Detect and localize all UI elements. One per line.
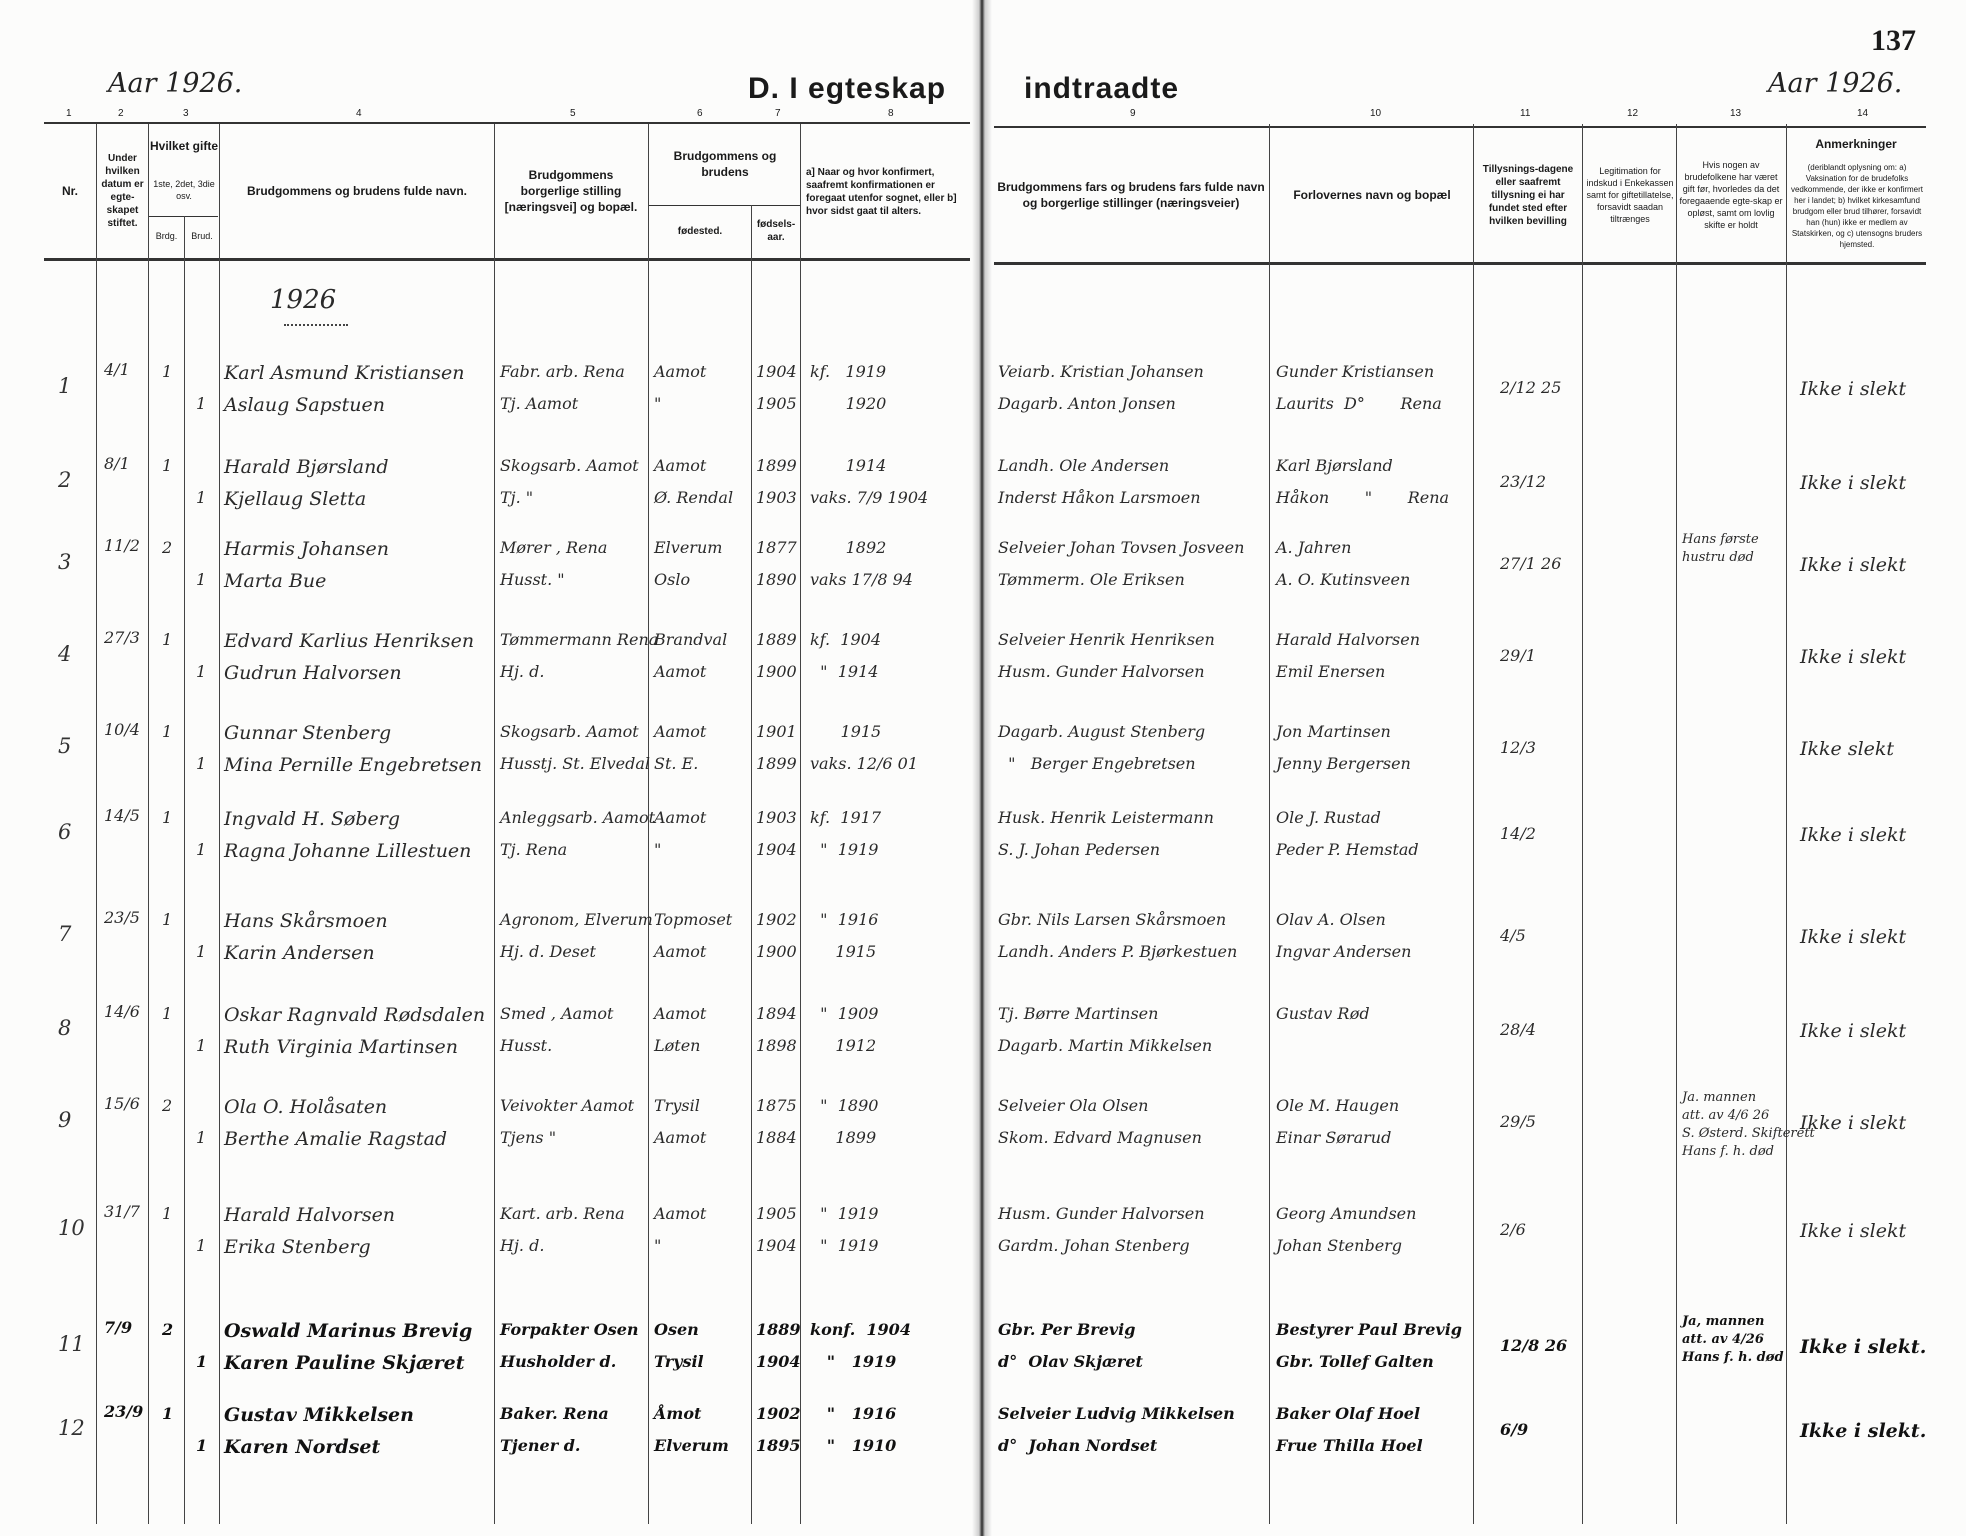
birthplace: Aamot — [654, 1204, 707, 1223]
birth-year: 1900 — [756, 662, 797, 681]
witness-name-residence: Baker Olaf Hoel — [1276, 1404, 1421, 1423]
confirmation: kf. 1917 — [810, 808, 882, 827]
groom-marriage-count: 1 — [162, 1404, 174, 1423]
confirmation: " 1916 — [810, 910, 879, 929]
spouse-name: Karen Nordset — [224, 1436, 381, 1458]
banns-date: 29/5 — [1500, 1112, 1536, 1131]
bride-marriage-count: 1 — [196, 1236, 207, 1255]
birthplace: Aamot — [654, 808, 707, 827]
occupation-residence: Veivokter Aamot — [500, 1096, 634, 1115]
spouse-name: Ragna Johanne Lillestuen — [224, 840, 472, 862]
col-line — [1676, 124, 1677, 1524]
fathers-name-occupation: Inderst Håkon Larsmoen — [998, 488, 1201, 507]
remarks: Ikke i slekt. — [1800, 1420, 1927, 1442]
spouse-name: Gustav Mikkelsen — [224, 1404, 414, 1426]
header-anmerkninger-sub: (deriblandt oplysning om: a) Vaksination for de brudefolks vedkommende, der ikke er konfirmert her i landet; b) hvilket kirkesamfund brudgom eller brud tilhører, forsavidt han (hun) ikke er medlem av Statskirken, og c) utensogns bruders hjemsted. — [1790, 163, 1924, 249]
bride-marriage-count: 1 — [196, 394, 207, 413]
confirmation: konf. 1904 — [810, 1320, 911, 1339]
birth-year: 1875 — [756, 1096, 797, 1115]
spouse-name: Berthe Amalie Ragstad — [224, 1128, 448, 1150]
witness-name-residence: Olav A. Olsen — [1276, 910, 1386, 929]
remarks: Ikke i slekt — [1800, 1020, 1907, 1042]
confirmation: 1899 — [810, 1128, 877, 1147]
fathers-name-occupation: Skom. Edvard Magnusen — [998, 1128, 1202, 1147]
confirmation: vaks. 7/9 1904 — [810, 488, 929, 507]
row-number: 5 — [58, 734, 72, 758]
groom-marriage-count: 1 — [162, 910, 173, 929]
col-line — [1786, 124, 1787, 1524]
row-number: 11 — [58, 1332, 85, 1356]
occupation-residence: Hj. d. — [500, 1236, 545, 1255]
marriage-date: 11/2 — [104, 536, 140, 555]
fathers-name-occupation: Husm. Gunder Halvorsen — [998, 1204, 1205, 1223]
occupation-residence: Skogsarb. Aamot — [500, 722, 639, 741]
remarks: Ikke i slekt — [1800, 824, 1907, 846]
previous-marriage-note: Hans f. h. død — [1682, 1350, 1784, 1365]
confirmation: 1915 — [810, 722, 882, 741]
birthplace: " — [654, 840, 662, 859]
marriage-date: 8/1 — [104, 454, 130, 473]
banns-date: 29/1 — [1500, 646, 1536, 665]
banns-date: 23/12 — [1500, 472, 1547, 491]
year-heading-underline — [284, 318, 348, 326]
remarks: Ikke i slekt — [1800, 1112, 1907, 1134]
bride-marriage-count: 1 — [196, 840, 207, 859]
witness-name-residence: Gunder Kristiansen — [1276, 362, 1435, 381]
fathers-name-occupation: Selveier Henrik Henriksen — [998, 630, 1215, 649]
banns-date: 2/6 — [1500, 1220, 1526, 1239]
banns-date: 12/8 26 — [1500, 1336, 1568, 1355]
col-line — [148, 124, 149, 1524]
remarks: Ikke slekt — [1800, 738, 1895, 760]
marriage-date: 23/9 — [104, 1402, 144, 1421]
bride-marriage-count: 1 — [196, 1036, 207, 1055]
gifte-sub-rule — [148, 216, 218, 217]
birthplace: Aamot — [654, 942, 707, 961]
birth-year: 1894 — [756, 1004, 797, 1023]
witness-name-residence: A. Jahren — [1276, 538, 1352, 557]
occupation-residence: Skogsarb. Aamot — [500, 456, 639, 475]
row-number: 12 — [58, 1416, 85, 1440]
banns-date: 4/5 — [1500, 926, 1526, 945]
spouse-name: Marta Bue — [224, 570, 327, 592]
header-datum: Under hvilken datum er egte-skapet stiftet. — [101, 153, 144, 229]
birthplace: Ø. Rendal — [654, 488, 734, 507]
witness-name-residence: Peder P. Hemstad — [1276, 840, 1419, 859]
fathers-name-occupation: Landh. Ole Andersen — [998, 456, 1170, 475]
fathers-name-occupation: Tj. Børre Martinsen — [998, 1004, 1159, 1023]
marriage-date: 4/1 — [104, 360, 130, 379]
header-anmerkninger: Anmerkninger — [1815, 137, 1897, 151]
spouse-name: Ruth Virginia Martinsen — [224, 1036, 458, 1058]
birth-year: 1902 — [756, 1404, 801, 1423]
spouse-name: Ola O. Holåsaten — [224, 1096, 388, 1118]
birthplace: Topmoset — [654, 910, 733, 929]
groom-marriage-count: 1 — [162, 722, 173, 741]
remarks: Ikke i slekt — [1800, 1220, 1907, 1242]
fathers-name-occupation: Selveier Johan Tovsen Josveen — [998, 538, 1245, 557]
occupation-residence: Tømmermann Rena — [500, 630, 659, 649]
bride-marriage-count: 1 — [196, 942, 207, 961]
marriage-date: 31/7 — [104, 1202, 140, 1221]
header-konfirmert: a] Naar og hvor konfirmert, saafremt konfirmationen er foregaat utenfor sognet, eller b] hvor sidst gaat til alters. — [806, 167, 957, 217]
fathers-name-occupation: Gardm. Johan Stenberg — [998, 1236, 1190, 1255]
row-number: 10 — [58, 1216, 85, 1240]
col-line — [219, 124, 220, 1524]
spouse-name: Karen Pauline Skjæret — [224, 1352, 465, 1374]
confirmation: vaks 17/8 94 — [810, 570, 913, 589]
confirmation: " 1919 — [810, 1204, 879, 1223]
witness-name-residence: Karl Bjørsland — [1276, 456, 1393, 475]
birth-year: 1903 — [756, 808, 797, 827]
birth-year: 1889 — [756, 630, 797, 649]
row-number: 8 — [58, 1016, 72, 1040]
header-hvilket-sub: 1ste, 2det, 3die osv. — [153, 179, 215, 201]
book-gutter — [972, 0, 992, 1536]
confirmation: 1892 — [810, 538, 887, 557]
occupation-residence: Husstj. St. Elvedal — [500, 754, 651, 773]
occupation-residence: Baker. Rena — [500, 1404, 609, 1423]
birthplace: St. E. — [654, 754, 699, 773]
header-fodselsaar: fødsels-aar. — [756, 219, 796, 243]
birthplace: Aamot — [654, 722, 707, 741]
fathers-name-occupation: Dagarb. Anton Jonsen — [998, 394, 1176, 413]
occupation-residence: Hj. d. Deset — [500, 942, 596, 961]
confirmation: 1920 — [810, 394, 887, 413]
remarks: Ikke i slekt — [1800, 378, 1907, 400]
left-year-label: Aar 1926. — [108, 68, 243, 99]
birth-year: 1905 — [756, 1204, 797, 1223]
occupation-residence: Tj. " — [500, 488, 534, 507]
right-year-label: Aar 1926. — [1768, 68, 1903, 99]
banns-date: 28/4 — [1500, 1020, 1536, 1039]
confirmation: " 1914 — [810, 662, 879, 681]
row-number: 9 — [58, 1108, 72, 1132]
previous-marriage-note: Hans f. h. død — [1682, 1144, 1774, 1159]
right-section-title: indtraadte — [1024, 72, 1180, 105]
confirmation: vaks. 12/6 01 — [810, 754, 919, 773]
confirmation: 1915 — [810, 942, 877, 961]
witness-name-residence: Jenny Bergersen — [1276, 754, 1411, 773]
banns-date: 12/3 — [1500, 738, 1536, 757]
witness-name-residence: Einar Sørarud — [1276, 1128, 1392, 1147]
fathers-name-occupation: Dagarb. Martin Mikkelsen — [998, 1036, 1213, 1055]
groom-marriage-count: 1 — [162, 630, 173, 649]
birthplace: Løten — [654, 1036, 701, 1055]
confirmation: " 1910 — [810, 1436, 897, 1455]
occupation-residence: Fabr. arb. Rena — [500, 362, 625, 381]
spouse-name: Ingvald H. Søberg — [224, 808, 401, 830]
confirmation: " 1919 — [810, 840, 879, 859]
birthplace: Elverum — [654, 1436, 729, 1455]
witness-name-residence: Gbr. Tollef Galten — [1276, 1352, 1434, 1371]
fathers-name-occupation: Selveier Ola Olsen — [998, 1096, 1149, 1115]
occupation-residence: Tjener d. — [500, 1436, 581, 1455]
confirmation: " 1890 — [810, 1096, 879, 1115]
header-names: Brudgommens og brudens fulde navn. — [246, 184, 467, 198]
row-number: 7 — [58, 922, 72, 946]
marriage-date: 10/4 — [104, 720, 140, 739]
birthplace: Aamot — [654, 1004, 707, 1023]
witness-name-residence: Johan Stenberg — [1276, 1236, 1403, 1255]
occupation-residence: Tjens " — [500, 1128, 557, 1147]
previous-marriage-note: S. Østerd. Skifterett — [1682, 1126, 1815, 1141]
col-line — [1473, 124, 1474, 1524]
bride-marriage-count: 1 — [196, 754, 207, 773]
occupation-residence: Husholder d. — [500, 1352, 617, 1371]
previous-marriage-note: Ja. mannen — [1682, 1090, 1757, 1105]
occupation-residence: Mører , Rena — [500, 538, 608, 557]
header-fars: Brudgommens fars og brudens fars fulde navn og borgerlige stillinger (næringsveier) — [997, 180, 1265, 210]
marriage-date: 7/9 — [104, 1318, 133, 1337]
spouse-name: Karin Andersen — [224, 942, 375, 964]
spouse-name: Gudrun Halvorsen — [224, 662, 402, 684]
birth-year: 1899 — [756, 754, 797, 773]
col-line — [800, 124, 801, 1524]
spouse-name: Harald Bjørsland — [224, 456, 389, 478]
confirmation: kf. 1919 — [810, 362, 887, 381]
occupation-residence: Tj. Aamot — [500, 394, 579, 413]
row-number: 4 — [58, 642, 72, 666]
witness-name-residence: Gustav Rød — [1276, 1004, 1370, 1023]
witness-name-residence: Ole J. Rustad — [1276, 808, 1381, 827]
occupation-residence: Smed , Aamot — [500, 1004, 614, 1023]
occupation-residence: Kart. arb. Rena — [500, 1204, 625, 1223]
marriage-date: 27/3 — [104, 628, 140, 647]
bride-marriage-count: 1 — [196, 570, 207, 589]
header-hvilket-gifte: Hvilket gifte — [149, 139, 218, 153]
spouse-name: Kjellaug Sletta — [224, 488, 367, 510]
row-number: 1 — [58, 374, 72, 398]
marriage-date: 14/5 — [104, 806, 140, 825]
birth-year: 1904 — [756, 1236, 797, 1255]
witness-name-residence: Ole M. Haugen — [1276, 1096, 1400, 1115]
left-section-title: D. I egteskap — [748, 72, 947, 105]
occupation-residence: Anleggsarb. Aamot — [500, 808, 656, 827]
remarks: Ikke i slekt. — [1800, 1336, 1927, 1358]
birthplace: Trysil — [654, 1096, 700, 1115]
witness-name-residence: Georg Amundsen — [1276, 1204, 1417, 1223]
birth-year: 1898 — [756, 1036, 797, 1055]
spouse-name: Mina Pernille Engebretsen — [224, 754, 483, 776]
witness-name-residence: Emil Enersen — [1276, 662, 1386, 681]
groom-marriage-count: 2 — [162, 538, 173, 557]
birth-year: 1903 — [756, 488, 797, 507]
left-header-bottom-rule — [44, 258, 970, 261]
marriage-date: 23/5 — [104, 908, 140, 927]
birthplace: Aamot — [654, 362, 707, 381]
occupation-residence: Husst. — [500, 1036, 553, 1055]
occupation-residence: Tj. Rena — [500, 840, 568, 859]
header-brdg: Brdg. — [155, 231, 178, 241]
header-brud: Brud. — [191, 231, 213, 241]
bride-marriage-count: 1 — [196, 1352, 208, 1371]
previous-marriage-note: Hans første — [1682, 532, 1759, 547]
previous-marriage-note: att. av 4/6 26 — [1682, 1108, 1770, 1123]
birth-year: 1904 — [756, 362, 797, 381]
groom-marriage-count: 1 — [162, 362, 173, 381]
col-line — [1582, 124, 1583, 1524]
row-number: 3 — [58, 550, 72, 574]
fathers-name-occupation: Dagarb. August Stenberg — [998, 722, 1206, 741]
col-line — [1269, 124, 1270, 1524]
birth-year: 1899 — [756, 456, 797, 475]
witness-name-residence: Harald Halvorsen — [1276, 630, 1421, 649]
confirmation: kf. 1904 — [810, 630, 882, 649]
birthplace: " — [654, 394, 662, 413]
birthplace: " — [654, 1236, 662, 1255]
row-number: 2 — [58, 468, 72, 492]
birth-year: 1905 — [756, 394, 797, 413]
birth-year: 1877 — [756, 538, 797, 557]
birthplace: Aamot — [654, 662, 707, 681]
header-fodested: fødested. — [677, 225, 723, 237]
banns-date: 27/1 26 — [1500, 554, 1562, 573]
confirmation: " 1916 — [810, 1404, 897, 1423]
occupation-residence: Hj. d. — [500, 662, 545, 681]
witness-name-residence: Ingvar Andersen — [1276, 942, 1412, 961]
remarks: Ikke i slekt — [1800, 554, 1907, 576]
banns-date: 14/2 — [1500, 824, 1536, 843]
birthplace: Åmot — [654, 1404, 702, 1423]
birth-year: 1904 — [756, 1352, 801, 1371]
witness-name-residence: Frue Thilla Hoel — [1276, 1436, 1423, 1455]
spouse-name: Aslaug Sapstuen — [224, 394, 385, 416]
bride-marriage-count: 1 — [196, 1128, 207, 1147]
birthplace: Elverum — [654, 538, 723, 557]
fathers-name-occupation: Husm. Gunder Halvorsen — [998, 662, 1205, 681]
year-heading: 1926 — [270, 285, 337, 315]
col-line — [184, 216, 185, 1524]
fathers-name-occupation: Gbr. Nils Larsen Skårsmoen — [998, 910, 1227, 929]
birth-year: 1904 — [756, 840, 797, 859]
birth-year: 1901 — [756, 722, 797, 741]
birthplace: Aamot — [654, 456, 707, 475]
confirmation: 1914 — [810, 456, 887, 475]
spouse-name: Erika Stenberg — [224, 1236, 371, 1258]
spouse-name: Gunnar Stenberg — [224, 722, 392, 744]
birth-year: 1900 — [756, 942, 797, 961]
groom-marriage-count: 1 — [162, 808, 173, 827]
birth-year: 1895 — [756, 1436, 801, 1455]
marriage-date: 14/6 — [104, 1002, 140, 1021]
fathers-name-occupation: d° Olav Skjæret — [998, 1352, 1143, 1371]
birth-year: 1884 — [756, 1128, 797, 1147]
spouse-name: Oskar Ragnvald Rødsdalen — [224, 1004, 486, 1026]
col-line — [494, 124, 495, 1524]
remarks: Ikke i slekt — [1800, 472, 1907, 494]
birthplace: Oslo — [654, 570, 691, 589]
col-line — [751, 205, 752, 1524]
groom-marriage-count: 1 — [162, 456, 173, 475]
witness-name-residence: Jon Martinsen — [1276, 722, 1391, 741]
birth-year: 1902 — [756, 910, 797, 929]
spouse-name: Harmis Johansen — [224, 538, 389, 560]
fathers-name-occupation: Husk. Henrik Leistermann — [998, 808, 1214, 827]
occupation-residence: Husst. " — [500, 570, 565, 589]
fathers-name-occupation: Gbr. Per Brevig — [998, 1320, 1136, 1339]
banns-date: 2/12 25 — [1500, 378, 1562, 397]
header-stilling: Brudgommens borgerlige stilling [næringsvei] og bopæl. — [504, 168, 638, 214]
occupation-residence: Agronom, Elverum — [500, 910, 653, 929]
birthplace: Aamot — [654, 1128, 707, 1147]
bride-marriage-count: 1 — [196, 488, 207, 507]
header-brudgommens-og-brudens: Brudgommens og brudens — [673, 149, 777, 179]
witness-name-residence: Bestyrer Paul Brevig — [1276, 1320, 1462, 1339]
groom-marriage-count: 2 — [162, 1096, 173, 1115]
spouse-name: Karl Asmund Kristiansen — [224, 362, 465, 384]
confirmation: 1912 — [810, 1036, 877, 1055]
remarks: Ikke i slekt — [1800, 926, 1907, 948]
banns-date: 6/9 — [1500, 1420, 1529, 1439]
header-tillysning: Tillysnings-dagene eller saafremt tillysning ei har fundet sted efter hvilken bevilling — [1482, 163, 1574, 227]
confirmation: " 1919 — [810, 1352, 897, 1371]
witness-name-residence: Håkon " Rena — [1276, 488, 1450, 507]
birthplace: Osen — [654, 1320, 699, 1339]
birth-year: 1889 — [756, 1320, 801, 1339]
previous-marriage-note: hustru død — [1682, 550, 1754, 565]
occupation-residence: Forpakter Osen — [500, 1320, 639, 1339]
ledger-spread: Aar 1926. D. I egteskap 137 indtraadte Aar 1926. 1 2 3 4 5 6 7 8 9 10 11 12 13 14 Nr. Under hvilken datum er egte-skapet stiftet. Hvilket gifte 1ste, 2det, 3die osv. Brdg. Brud. Brudgommens og brudens fulde navn. Brudgommens borgerlige stilling [næringsvei] og bopæl. Brudgommens og brudens fødested. fødsels-aar. a] Naar og hvor konfirmert, saafremt konfirmationen er foregaat utenfor sognet, eller b] hvor sidst gaat til alters. Brudgommens fars og brudens fars fulde navn og borgerlige stillinger (næringsveier) Forlovernes navn og bopæl Tillysnings-dagene eller saafremt tillysning ei har fundet sted efter hvilken bevilling Legitimation for indskud i Enkekassen samt for giftetillatelse, forsavidt saadan tiltrænges Hvis nogen av brudefolkene har været gift før, hvorledes da det foregaaende egte-skap er opløst, samt om lovlig skifte er holdt Anmerkninger (deriblandt oplysning om: a) Vaksination for de brudefolks vedkommende, der ikke er konfirmert her i landet; b) hvilket kirkesamfund brudgom eller brud tilhører, forsavidt han (hun) ikke er medlem av Statskirken, og c) utensogns bruders hjemsted. 1926 1 4/1 1 1 Karl Asmund Kristiansen Aslaug Sapstuen Fabr. arb. Rena Tj. Aamot Aamot " 1904 1905 kf. 1919 1920 2 8/1 1 1 Harald Bjørsland Kjellaug Sletta Skogsarb. Aamot Tj. " Aamot Ø. Rendal 1899 1903 1914 vaks. 7/9 1904 3 11/2 2 1 Harmis Johansen Marta Bue Mører , Rena Husst. " Elverum Oslo 1877 1890 1892 vaks 17/8 94 4 27/3 1 1 Edvard Karlius Henriksen Gudrun Halvorsen Tømmermann Rena Hj. d. Brandval Aamot 1889 1900 kf. 1904 " 1914 5 10/4 1 1 Gunnar Stenberg Mina Pernille Engebretsen Skogsarb. Aamot Husstj. St. Elvedal Aamot St. E. 1901 1899 1915 vaks. 12/6 01 6 14/5 1 1 Ingvald H. Søberg Ragna Johanne Lillestuen Anleggsarb. Aamot Tj. Rena Aamot " 1903 1904 kf. 1917 " 1919 7 23/5 1 1 Hans Skårsmoen Karin Andersen Agronom, Elverum Hj. d. Deset Topmoset Aamot 1902 1900 " 1916 1915 8 14/6 1 1 Oskar Ragnvald Rødsdalen Ruth Virginia Martinsen Smed , Aamot Husst. Aamot Løten 1894 1898 " 1909 1912 9 15/6 2 1 Ola O. Holåsaten Berthe Amalie Ragstad Veivokter Aamot Tjens " Trysil Aamot 1875 1884 " 1890 1899 10 31/7 1 1 Harald Halvorsen Erika Stenberg Kart. arb. Rena Hj. d. Aamot " 1905 1904 " 1919 " 1919 11 7/9 2 1 Oswald Marinus Brevig Karen Pauline Skjæret Forpakter Osen Husholder d. Osen Trysil 1889 1904 konf. 1904 " 1919 12 23/9 1 1 Gustav Mikkelsen Karen Nordset Baker. Rena Tjener d. Åmot Elverum 1902 1895 " 1916 " 1910 Veiarb. Kristian Johansen Dagarb. Anton Jonsen Gunder Kristiansen Laurits D° Rena 2/12 25 Ikke i slekt Landh. Ole Andersen Inderst Håkon Larsmoen Karl Bjørsland Håkon " Rena 23/12 Ikke i slekt Selveier Johan Tovsen Josveen Tømmerm. Ole Eriksen A. Jahren A. O. Kutinsveen 27/1 26 Hans første hustru død Ikke i slekt Selveier Henrik Henriksen Husm. Gunder Halvorsen Harald Halvorsen Emil Enersen 29/1 Ikke i slekt Dagarb. August Stenberg " Berger Engebretsen Jon Martinsen Jenny Bergersen 12/3 Ikke slekt Husk. Henrik Leistermann S. J. Johan Pedersen Ole J. Rustad Peder P. Hemstad 14/2 Ikke i slekt Gbr. Nils Larsen Skårsmoen Landh. Anders P. Bjørkestuen Olav A. Olsen Ingvar Andersen 4/5 Ikke i slekt Tj. Børre Martinsen Dagarb. Martin Mikkelsen Gustav Rød 28/4 Ikke i slekt Selveier Ola Olsen Skom. Edvard Magnusen Ole M. Haugen Einar Sørarud 29/5 Ja. mannen att. av 4/6 26 S. Østerd. Skifterett Hans f. h. død Ikke i slekt Husm. Gunder Halvorsen Gardm. Johan Stenberg Georg Amundsen Johan Stenberg 2/6 Ikke i slekt Gbr. Per Brevig d° Olav Skjæret Bestyrer Paul Brevig Gbr. Tollef Galten 12/8 26 Ja, mannen att. av 4/26 Hans f. h. død Ikke i slekt. Selveier Ludvig Mikkelsen d° Johan Nordset Baker Olaf Hoel Frue Thilla Hoel 6/9 Ikke i slekt. — [0, 0, 1966, 1536]
row-number: 6 — [58, 820, 72, 844]
fathers-name-occupation: S. J. Johan Pedersen — [998, 840, 1161, 859]
bride-marriage-count: 1 — [196, 1436, 208, 1455]
fathers-name-occupation: Veiarb. Kristian Johansen — [998, 362, 1204, 381]
witness-name-residence: Laurits D° Rena — [1276, 394, 1442, 413]
remarks: Ikke i slekt — [1800, 646, 1907, 668]
spouse-name: Harald Halvorsen — [224, 1204, 396, 1226]
confirmation: " 1909 — [810, 1004, 879, 1023]
header-legitimation: Legitimation for indskud i Enkekassen samt for giftetillatelse, forsavidt saadan tiltrænges — [1586, 166, 1674, 224]
header-nr: Nr. — [61, 184, 78, 198]
header-forlovere: Forlovernes navn og bopæl — [1293, 188, 1451, 202]
bride-marriage-count: 1 — [196, 662, 207, 681]
header-fraskilt: Hvis nogen av brudefolkene har været gift før, hvorledes da det foregaaende egte-skap er opløst, samt om lovlig skifte er holdt — [1679, 160, 1783, 230]
birth-year: 1890 — [756, 570, 797, 589]
spouse-name: Hans Skårsmoen — [224, 910, 388, 932]
birthplace: Trysil — [654, 1352, 704, 1371]
witness-name-residence: A. O. Kutinsveen — [1276, 570, 1411, 589]
marriage-date: 15/6 — [104, 1094, 140, 1113]
previous-marriage-note: att. av 4/26 — [1682, 1332, 1764, 1347]
confirmation: " 1919 — [810, 1236, 879, 1255]
previous-marriage-note: Ja, mannen — [1682, 1314, 1765, 1329]
spouse-name: Edvard Karlius Henriksen — [224, 630, 475, 652]
groom-marriage-count: 1 — [162, 1204, 173, 1223]
spouse-name: Oswald Marinus Brevig — [224, 1320, 473, 1342]
birthplace: Brandval — [654, 630, 728, 649]
groom-marriage-count: 1 — [162, 1004, 173, 1023]
groom-marriage-count: 2 — [162, 1320, 174, 1339]
page-number: 137 — [1871, 24, 1916, 57]
fathers-name-occupation: Tømmerm. Ole Eriksen — [998, 570, 1185, 589]
fathers-name-occupation: Landh. Anders P. Bjørkestuen — [998, 942, 1238, 961]
fathers-name-occupation: Selveier Ludvig Mikkelsen — [998, 1404, 1235, 1423]
col-line — [96, 124, 97, 1524]
fathers-name-occupation: " Berger Engebretsen — [998, 754, 1196, 773]
fathers-name-occupation: d° Johan Nordset — [998, 1436, 1158, 1455]
